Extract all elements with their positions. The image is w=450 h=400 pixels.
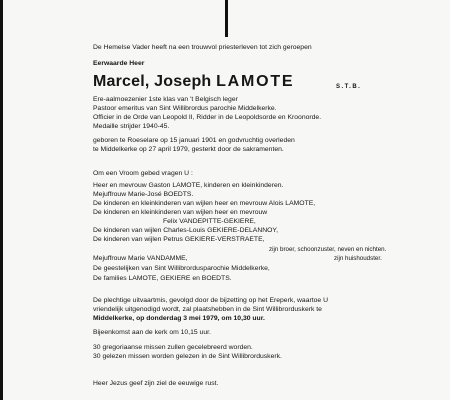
mourner-line: De kinderen en kleinkinderen van wijlen heer en mevrouw bbox=[93, 209, 268, 216]
mourner-line: De kinderen van wijlen Charles-Louis GEKIERE-DELANNOY, bbox=[93, 227, 278, 234]
closing-prayer: Heer Jezus geef zijn ziel de eeuwige rust. bbox=[93, 380, 219, 387]
mourner-relation: zijn huishoudster. bbox=[334, 255, 382, 262]
masses-line: 30 gelezen missen worden gelezen in de Sint Willibrorduskerk. bbox=[93, 353, 282, 360]
mourner-line: De families LAMOTE, GEKIERE en BOEDTS. bbox=[93, 275, 232, 282]
intro-text: De Hemelse Vader heeft na een trouwvol priesterleven tot zich geroepen bbox=[93, 44, 312, 51]
mourner-line: De kinderen van wijlen Petrus GEKIERE-VERSTRAETE, bbox=[93, 236, 265, 243]
birth-death-line: geboren te Roeselare op 15 januari 1901 en godvruchtig overleden bbox=[93, 137, 295, 144]
name-main: Marcel, Joseph bbox=[93, 73, 212, 90]
deceased-name bbox=[93, 74, 294, 90]
funeral-line: De plechtige uitvaartmis, gevolgd door de bijzetting op het Ereperk, waartoe U bbox=[93, 297, 329, 304]
mourner-line: De geestelijken van Sint Willibrordusparochie Middelkerke, bbox=[93, 265, 270, 272]
mourner-line: Mejuffrouw Marie-José BOEDTS. bbox=[93, 191, 194, 198]
mourner-line: De kinderen en kleinkinderen van wijlen heer en mevrouw Alois LAMOTE, bbox=[93, 200, 316, 207]
title-line: Ere-aalmoezenier 1ste klas van 't Belgisch leger bbox=[93, 96, 238, 103]
birth-death-line: te Middelkerke op 27 april 1979, gesterkt door de sakramenten. bbox=[93, 146, 284, 153]
mourner-line: Felix VANDEPITTE-GEKIERE, bbox=[163, 218, 256, 225]
title-line: Officier in de Orde van Leopold II, Ridder in de Leopoldsorde en Kroonorde. bbox=[93, 114, 322, 121]
honorific: Eerwaarde Heer bbox=[93, 60, 145, 67]
mourner-line: Mejuffrouw Marie VANDAMME, bbox=[93, 255, 188, 262]
mourner-relation: zijn broer, schoonzuster, neven en nichten. bbox=[269, 246, 387, 253]
gathering-text: Bijeenkomst aan de kerk om 10,15 uur. bbox=[93, 329, 211, 336]
masses-line: 30 gregoriaanse missen zullen gecelebreerd worden. bbox=[93, 344, 253, 351]
mourner-line: Heer en mevrouw Gaston LAMOTE, kinderen en kleinkinderen. bbox=[93, 182, 284, 189]
title-line: Pastoor emeritus van Sint Willibrordus parochie Middelkerke. bbox=[93, 105, 277, 112]
title-line: Medaille strijder 1940-45. bbox=[93, 123, 170, 130]
funeral-line: Middelkerke, op donderdag 3 mei 1979, om 10,30 uur. bbox=[93, 315, 265, 322]
funeral-line: vriendelijk uitgenodigd wordt, zal plaatshebben in de Sint Willibrorduskerk te bbox=[93, 306, 322, 313]
name-surname: LAMOTE bbox=[216, 73, 295, 90]
cross-mark bbox=[225, 0, 228, 37]
order-abbrev: S.T.B. bbox=[336, 84, 362, 90]
prayer-request: Om een Vroom gebed vragen U : bbox=[93, 170, 193, 177]
